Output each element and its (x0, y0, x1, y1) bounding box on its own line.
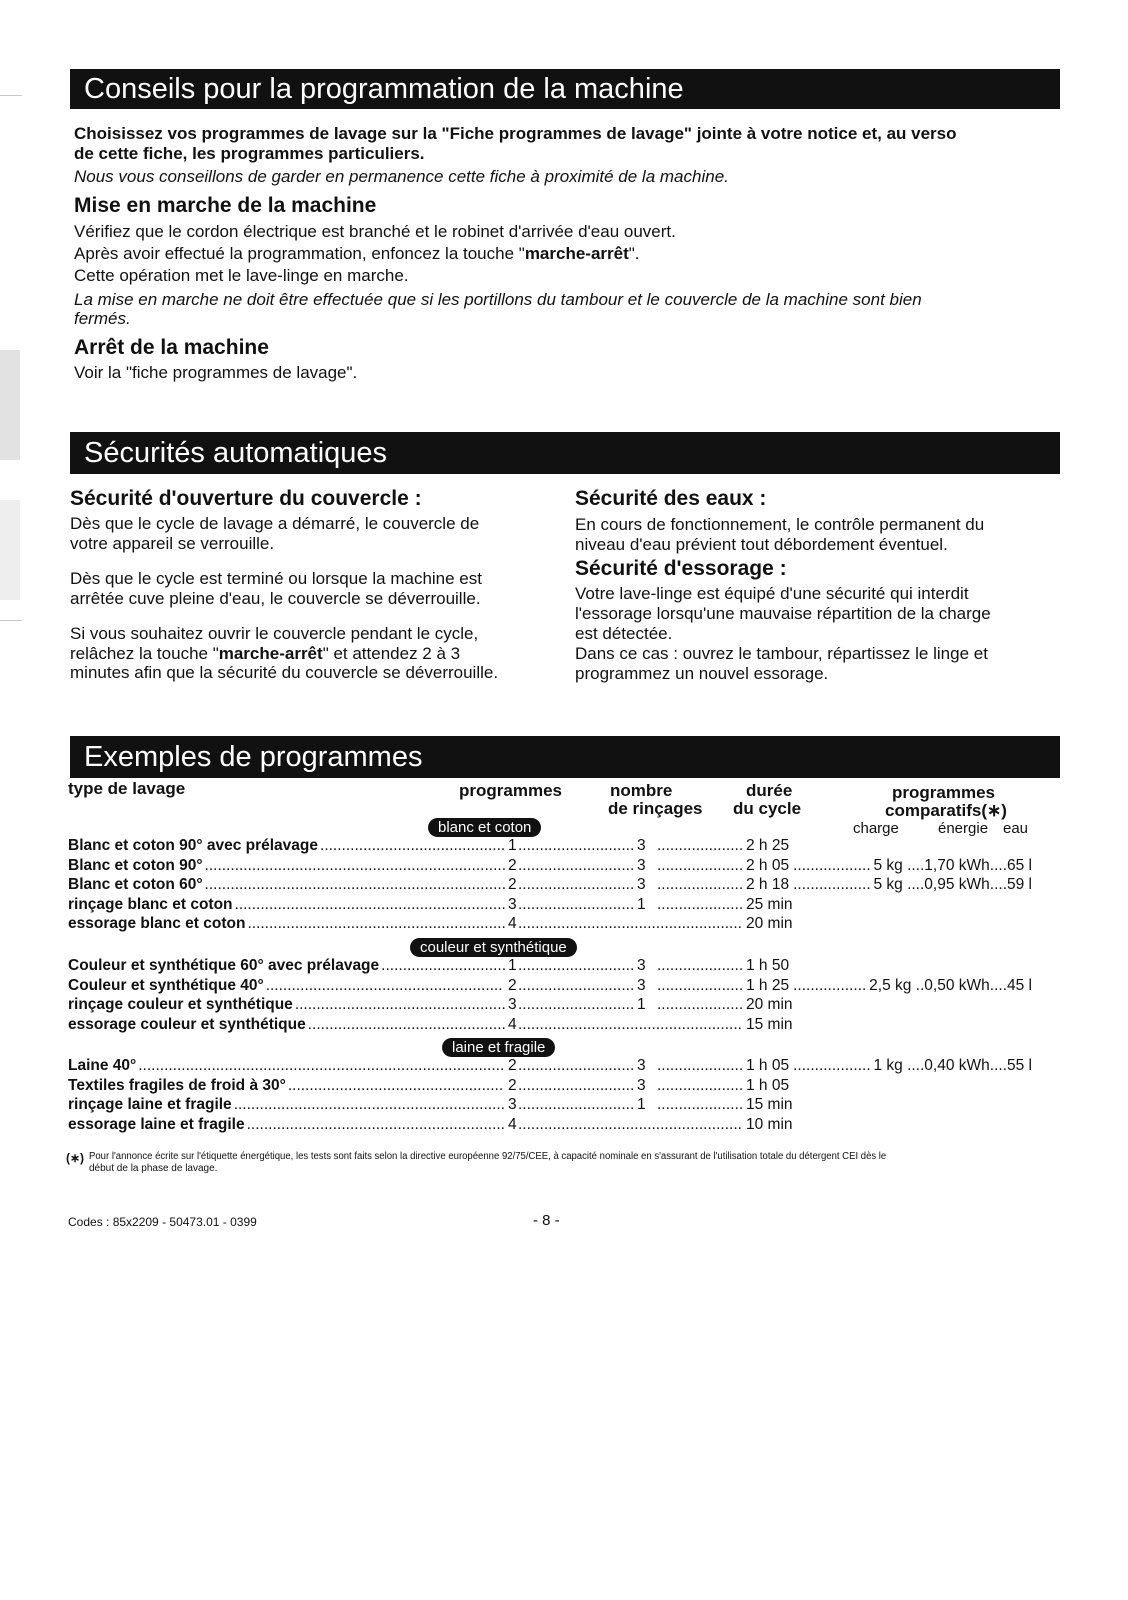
category-pill: laine et fragile (442, 1038, 555, 1057)
table-row (68, 895, 1048, 915)
row-rincages: 3 (637, 976, 646, 994)
table-row (68, 976, 1048, 996)
row-type-de-lavage: Couleur et synthétique 40° (68, 976, 264, 994)
couvercle-p1-line-1: Dès que le cycle de lavage a démarré, le couvercle de (70, 514, 480, 533)
scan-edge-mark (0, 95, 22, 96)
row-duree: 15 min (746, 1015, 793, 1033)
row-programme-number: 2 (508, 856, 517, 874)
header-eau: eau (1003, 820, 1029, 837)
row-programme-number: 3 (508, 996, 517, 1014)
dot-leader: ........................... (518, 876, 635, 894)
row-programme-number: 2 (508, 1076, 517, 1094)
header-type-de-lavage: type de lavage (68, 779, 186, 798)
row-duree: 2 h 18 (746, 876, 790, 894)
dot-leader: .................... (657, 996, 744, 1014)
table-row (68, 836, 1048, 856)
row-programme-number: 4 (508, 915, 517, 933)
row-rincages: 1 (637, 895, 646, 913)
row-type-de-lavage: Couleur et synthétique 60° avec prélavage (68, 957, 380, 974)
row-programme-number: 3 (508, 1096, 517, 1114)
dot-leader: .................................................... (518, 915, 742, 933)
row-comparatif: 5 kg ....0,95 kWh....59 l (873, 876, 1032, 894)
dot-leader: ........................................... (320, 837, 506, 854)
dot-leader: ........................... (518, 837, 635, 854)
header-programmes-comparatifs-2: comparatifs(∗) (885, 801, 1007, 820)
scan-edge-mark (0, 500, 20, 600)
essorage-line-4: Dans ce cas : ouvrez le tambour, répartissez le linge et (575, 644, 988, 663)
row-duree: 25 min (746, 895, 793, 913)
dot-leader: ........................... (518, 1057, 635, 1074)
row-rincages: 3 (637, 837, 646, 854)
dot-leader: ........................... (518, 1076, 635, 1094)
row-programme-number: 1 (508, 957, 517, 974)
dot-leader: .................................................... (518, 1115, 742, 1133)
intro-bold-line-2: de cette fiche, les programmes particuliers. (74, 144, 425, 163)
table-row (68, 1076, 1048, 1096)
row-type-de-lavage: essorage blanc et coton (68, 915, 246, 933)
header-energie: énergie (938, 820, 989, 837)
dot-leader: ............................................................ (247, 915, 506, 933)
row-rincages: 3 (637, 957, 646, 974)
row-programme-number: 1 (508, 837, 517, 854)
row-duree: 20 min (746, 915, 793, 933)
dot-leader: .................... (657, 1096, 744, 1114)
eaux-line-1: En cours de fonctionnement, le contrôle permanent du (575, 515, 985, 534)
scan-edge-mark (0, 620, 22, 621)
essorage-line-3: est détectée. (575, 624, 673, 643)
row-programme-number: 2 (508, 1057, 517, 1074)
row-duree: 1 h 25 (746, 976, 790, 994)
row-programme-number: 2 (508, 876, 517, 894)
dot-leader: .............................................. (307, 1015, 506, 1033)
dot-leader: .................... (657, 895, 744, 913)
dot-leader: ....................................................... (265, 976, 503, 994)
scan-edge-mark (0, 350, 20, 460)
row-rincages: 3 (637, 876, 646, 894)
table-row (68, 995, 1048, 1015)
row-duree: 1 h 50 (746, 957, 790, 974)
row-programme-number: 4 (508, 1015, 517, 1033)
dot-leader: .................................................. (287, 1076, 504, 1094)
row-type-de-lavage: Blanc et coton 60° (68, 876, 203, 894)
dot-leader: ........................... (518, 1096, 635, 1114)
dot-leader: .................. (793, 876, 871, 894)
dot-leader: ............................................................ (246, 1115, 505, 1133)
table-row (68, 1056, 1048, 1076)
row-type-de-lavage: essorage laine et fragile (68, 1115, 245, 1133)
row-comparatif: 1 kg ....0,40 kWh....55 l (873, 1057, 1032, 1074)
dot-leader: ................................................. (294, 996, 506, 1014)
dot-leader: .................... (657, 976, 744, 994)
section-title-securites: Sécurités automatiques (70, 432, 1060, 474)
row-type-de-lavage: rinçage couleur et synthétique (68, 996, 293, 1014)
row-type-de-lavage: Laine 40° (68, 1057, 137, 1074)
header-duree: durée (746, 781, 793, 800)
row-duree: 15 min (746, 1096, 793, 1114)
dot-leader: .................. (793, 1057, 871, 1074)
dot-leader: .................... (657, 876, 744, 894)
row-rincages: 3 (637, 1057, 646, 1074)
category-pill: couleur et synthétique (410, 938, 577, 957)
dot-leader: .................... (657, 1057, 744, 1074)
table-row (68, 856, 1048, 876)
dot-leader: .................... (657, 1076, 744, 1094)
row-type-de-lavage: essorage couleur et synthétique (68, 1015, 306, 1033)
row-rincages: 3 (637, 1076, 646, 1094)
essorage-line-5: programmez un nouvel essorage. (575, 664, 829, 683)
section-title-exemples: Exemples de programmes (70, 736, 1060, 778)
mise-italic-1: La mise en marche ne doit être effectuée que si les portillons du tambour et le couvercle de la machine sont bien (74, 290, 922, 309)
mise-en-marche-heading: Mise en marche de la machine (74, 194, 377, 217)
footnote-line-2: début de la phase de lavage. (89, 1163, 218, 1174)
row-duree: 1 h 05 (746, 1076, 790, 1094)
essorage-line-2: l'essorage lorsqu'une mauvaise répartition de la charge (575, 604, 991, 623)
footer-codes: Codes : 85x2209 - 50473.01 - 0399 (68, 1215, 257, 1229)
category-pill: blanc et coton (428, 818, 541, 837)
row-rincages: 1 (637, 1096, 646, 1114)
couvercle-p3-line-2: relâchez la touche "marche-arrêt" et attendez 2 à 3 (70, 644, 461, 663)
table-row (68, 1095, 1048, 1115)
footnote-mark: (∗) (66, 1151, 85, 1165)
row-type-de-lavage: Textiles fragiles de froid à 30° (68, 1076, 286, 1094)
row-programme-number: 4 (508, 1115, 517, 1133)
couvercle-p2-line-1: Dès que le cycle est terminé ou lorsque la machine est (70, 569, 482, 588)
table-row (68, 956, 1048, 976)
dot-leader: ........................... (518, 957, 635, 974)
header-programmes-comparatifs-1: programmes (892, 783, 995, 802)
dot-leader: ............................................................... (234, 895, 506, 913)
dot-leader: ...................................................................... (204, 856, 506, 874)
row-rincages: 3 (637, 856, 646, 874)
couvercle-p1-line-2: votre appareil se verrouille. (70, 534, 275, 553)
footnote-line-1: Pour l'annonce écrite sur l'étiquette énergétique, les tests sont faits selon la directive européenne 92/75/CEE, à capacité nominale en s'assurant de l'utilisation totale du détergent CEI dès le (89, 1151, 887, 1162)
row-rincages: 1 (637, 996, 646, 1014)
intro-bold-line-1: Choisissez vos programmes de lavage sur la "Fiche programmes de lavage" jointe à votre notice et, au verso (74, 124, 957, 143)
dot-leader: ........................... (518, 996, 635, 1014)
essorage-line-1: Votre lave-linge est équipé d'une sécurité qui interdit (575, 584, 969, 603)
table-row (68, 914, 1048, 934)
table-row (68, 1115, 1048, 1135)
row-programme-number: 2 (508, 976, 517, 994)
dot-leader: ........................... (518, 895, 635, 913)
dot-leader: ........................... (518, 976, 635, 994)
eaux-line-2: niveau d'eau prévient tout débordement éventuel. (575, 535, 948, 554)
dot-leader: .................... (657, 856, 744, 874)
header-du-cycle: du cycle (733, 799, 802, 818)
header-nombre: nombre (610, 781, 673, 800)
dot-leader: ........................... (518, 856, 635, 874)
row-type-de-lavage: Blanc et coton 90° (68, 856, 203, 874)
dot-leader: ................. (793, 976, 867, 994)
dot-leader: ............................................................... (233, 1096, 505, 1114)
dot-leader: ...................................................................... (204, 876, 506, 894)
table-row (68, 875, 1048, 895)
row-type-de-lavage: rinçage laine et fragile (68, 1096, 232, 1114)
couvercle-p3-line-3: minutes afin que la sécurité du couvercle se déverrouille. (70, 663, 499, 682)
securite-essorage-heading: Sécurité d'essorage : (575, 557, 787, 580)
mise-italic-2: fermés. (74, 309, 131, 328)
mise-line-2: Après avoir effectué la programmation, enfoncez la touche "marche-arrêt". (74, 244, 640, 263)
dot-leader: .................... (657, 837, 744, 854)
couvercle-p3-line-1: Si vous souhaitez ouvrir le couvercle pendant le cycle, (70, 624, 479, 643)
securite-couvercle-heading: Sécurité d'ouverture du couvercle : (70, 487, 422, 510)
arret-heading: Arrêt de la machine (74, 336, 269, 359)
dot-leader: .................................................... (518, 1015, 742, 1033)
row-duree: 2 h 25 (746, 837, 790, 854)
page-number: - 8 - (533, 1212, 560, 1229)
row-programme-number: 3 (508, 895, 517, 913)
mise-line-3: Cette opération met le lave-linge en marche. (74, 266, 409, 285)
securite-eaux-heading: Sécurité des eaux : (575, 487, 767, 510)
row-comparatif: 2,5 kg ..0,50 kWh....45 l (869, 976, 1032, 994)
mise-line-1: Vérifiez que le cordon électrique est branché et le robinet d'arrivée d'eau ouvert. (74, 222, 676, 241)
row-type-de-lavage: rinçage blanc et coton (68, 895, 233, 913)
arret-line: Voir la "fiche programmes de lavage". (74, 363, 358, 382)
dot-leader: ..................................................................................... (138, 1057, 505, 1074)
row-duree: 2 h 05 (746, 856, 790, 874)
dot-leader: .................... (657, 957, 744, 974)
row-comparatif: 5 kg ....1,70 kWh....65 l (873, 856, 1032, 874)
header-de-rincages: de rinçages (608, 799, 703, 818)
row-duree: 1 h 05 (746, 1057, 790, 1074)
header-programmes: programmes (459, 781, 562, 800)
dot-leader: ............................. (381, 957, 507, 974)
section-title-conseils: Conseils pour la programmation de la machine (70, 69, 1060, 109)
intro-italic: Nous vous conseillons de garder en permanence cette fiche à proximité de la machine. (74, 167, 729, 186)
couvercle-p2-line-2: arrêtée cuve pleine d'eau, le couvercle se déverrouille. (70, 589, 481, 608)
row-duree: 10 min (746, 1115, 793, 1133)
dot-leader: .................. (793, 856, 871, 874)
row-duree: 20 min (746, 996, 793, 1014)
header-charge: charge (853, 820, 899, 837)
table-row (68, 1015, 1048, 1035)
row-type-de-lavage: Blanc et coton 90° avec prélavage (68, 837, 319, 854)
